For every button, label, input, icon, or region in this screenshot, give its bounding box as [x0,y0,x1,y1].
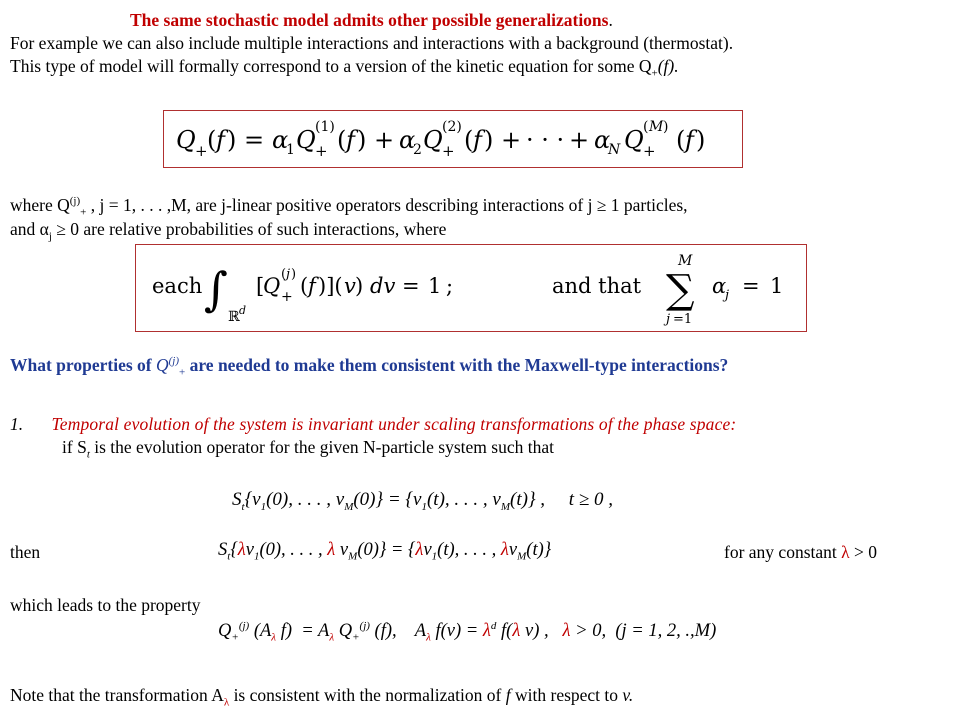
svg-text:(: ( [281,267,287,282]
svg-text:j: j [666,312,671,327]
svg-text:+: + [569,126,590,154]
svg-text:j: j [286,267,291,282]
slide-title-text: The same stochastic model admits other possible generalizations [130,10,609,30]
question-rest: are needed to make them consistent with the Maxwell-type interactions? [185,355,729,375]
question-sub: + [179,366,186,379]
slide-title-period: . [608,10,613,30]
then-line-label: then [10,542,41,562]
svg-text:(: ( [464,126,474,154]
item-1-number: 1. [10,414,24,434]
svg-text:Q: Q [624,126,644,154]
where-line-1-sub: + [80,206,87,219]
intro-line-2-sub: + [651,67,658,80]
svg-text:): ) [227,126,237,154]
svg-text:1: 1 [286,142,295,158]
svg-text:;: ; [446,274,454,298]
where-line-1-sup: (j) [69,195,81,208]
note-text: Note that the transformation A [10,685,224,705]
svg-text:N: N [608,142,621,158]
equation-box-normalization [135,244,807,332]
svg-text:(1): (1) [315,119,335,135]
evolution-equation: $S_t\{v_1(0)$, . . . , $v_M(0)\} = \{v_1(t)$, . . . , $v_M(t)$} , t ≥ 0 , [232,489,614,513]
where-line-2 [10,218,447,243]
equation-box-qplus [163,110,743,168]
intro-line-2-end: (f). [657,56,679,76]
svg-text:(: ( [676,126,686,154]
svg-text:f: f [346,126,355,154]
svg-text:f: f [685,126,694,154]
intro-line-2 [10,55,679,80]
svg-text:+: + [315,142,328,160]
where-line-2-rest: ≥ 0 are relative probabilities of such interactions, where [51,219,447,239]
question-line [10,354,729,379]
intro-line-2-text: This type of model will formally correspond to a version of the kinetic equation for some Q [10,56,652,76]
svg-text:Q: Q [176,126,196,154]
svg-text:· · ·: · · · [526,126,565,154]
note-v: v. [622,685,634,705]
svg-text:[: [ [256,274,265,298]
svg-text:ℝ: ℝ [228,309,240,325]
svg-text:): ) [357,126,367,154]
note-f: f [505,685,511,705]
where-line-1-rest: , j = 1, . . . ,M, are j-linear positive operators describing interactions of j ≥ 1 particles, [86,195,688,215]
then-gt: > 0 [849,542,877,562]
svg-text:1: 1 [428,274,442,298]
equation-normalization [136,245,806,331]
where-line-2-text: and α [10,219,49,239]
slide-title [130,9,613,31]
item-1-text: Temporal evolution of the system is invariant under scaling transformations of the phase space: [51,414,737,434]
svg-text:(2): (2) [442,119,462,135]
then-line-tail [724,541,877,563]
where-line-2-sub: j [48,230,52,243]
where-line-1-text: where Q [10,195,70,215]
scaling-equation: $S_t\{\lambda v_1(0)$, . . . , λ $v_M(0)\} = \{\lambda v_1(t)$, . . . , $\lambda v_M(t)$} [218,540,552,563]
svg-text:): ) [696,126,706,154]
if-line-text: if S [62,437,87,457]
svg-text:+: + [195,142,208,160]
svg-text:M: M [649,119,664,135]
eq2-and-label: and that [552,274,642,298]
svg-text:∫: ∫ [204,262,228,316]
svg-text:α: α [272,126,289,154]
question-text: What properties of [10,355,156,375]
svg-text:α: α [712,274,727,298]
svg-text:): ) [663,119,669,135]
eq2-each-label: each [152,274,203,298]
svg-text:∑: ∑ [666,267,695,313]
svg-text:α: α [399,126,416,154]
note-line [10,684,634,709]
svg-text:v: v [344,274,356,298]
svg-text:(: ( [300,274,309,298]
svg-text:+: + [374,126,395,154]
svg-text:2: 2 [413,142,422,158]
note-rest: is consistent with the normalization of [229,685,506,705]
svg-text:+: + [442,142,455,160]
svg-text:)](: )]( [318,274,343,298]
svg-text:(: ( [643,119,649,135]
equation-qplus-expansion [164,111,742,167]
svg-text:=: = [402,274,420,298]
svg-text:M: M [678,253,693,269]
svg-text:(: ( [207,126,217,154]
if-line-rest: is the evolution operator for the given N-particle system such that [89,437,554,457]
item-1 [10,413,736,435]
svg-text:1: 1 [770,274,784,298]
leads-line: which leads to the property [10,595,201,615]
note-with: with respect to [510,685,623,705]
then-lambda: λ [841,542,850,562]
svg-text:+: + [281,289,293,305]
note-sub: λ [223,696,230,709]
svg-text:): ) [355,274,364,298]
property-equation: $Q_+^{(j)}$ ($A_\lambda$ $f) = A_\lambda$ $Q_+^{(j)}$ (f), $A_\lambda$ $f(v) = \lambda^d$ f(λ v) , λ > 0, (j = 1, 2, .,M) [218,619,717,644]
svg-text:=: = [742,274,760,298]
question-sup: (j) [168,355,180,368]
svg-text:=: = [244,126,265,154]
svg-text:Q: Q [423,126,443,154]
where-line-1 [10,194,688,219]
svg-text:f: f [216,126,225,154]
svg-text:dv: dv [370,274,396,298]
svg-text:Q: Q [263,274,281,298]
question-q: Q [155,355,169,375]
intro-line-1: For example we can also include multiple interactions and interactions with a background (thermostat). [10,33,734,53]
if-line [62,436,554,461]
svg-text:+: + [643,142,656,160]
svg-text:f: f [473,126,482,154]
svg-text:): ) [484,126,494,154]
then-tail-text: for any constant [724,542,837,562]
if-line-sub: t [86,448,90,461]
svg-text:Q: Q [296,126,316,154]
svg-text:): ) [291,267,297,282]
svg-text:f: f [308,274,316,298]
svg-text:d: d [239,304,247,317]
svg-text:+: + [501,126,522,154]
svg-text:=1: =1 [673,312,693,327]
svg-text:(: ( [337,126,347,154]
svg-text:j: j [725,288,730,303]
svg-text:α: α [594,126,611,154]
